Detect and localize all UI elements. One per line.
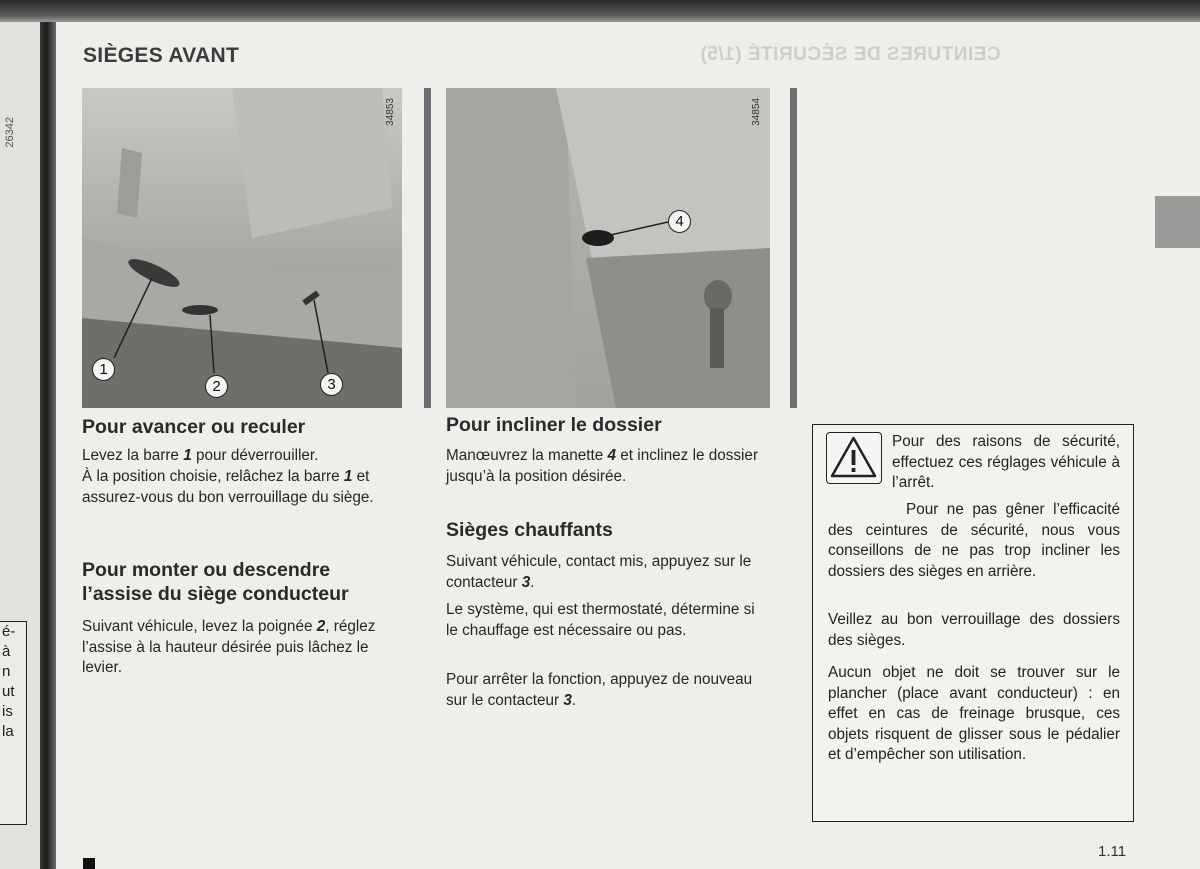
callout-1: 1 <box>92 358 115 381</box>
section-title-height: Pour monter ou descendre l’assise du siège conducteur <box>82 559 349 605</box>
callout-4: 4 <box>668 210 691 233</box>
fragment-line: ut <box>2 683 15 700</box>
paragraph: Levez la barre 1 pour déverrouiller. <box>82 447 319 464</box>
left-page-number: 26342 <box>4 117 16 148</box>
print-mark <box>83 858 95 869</box>
seat-photo-illustration <box>82 88 402 408</box>
paragraph: Suivant véhicule, levez la poignée 2, réglez l’assise à la hauteur désirée puis lâchez le levier. <box>82 618 376 676</box>
fragment-line: é- <box>2 623 16 640</box>
show-through-title: CEINTURES DE SÉCURITÉ (1/5) <box>700 44 1001 65</box>
backrest-photo-illustration <box>446 88 770 408</box>
fragment-line: n <box>2 663 11 680</box>
photo-code: 34853 <box>385 98 396 126</box>
photo-code: 34854 <box>751 98 762 126</box>
page-number: 1.11 <box>1098 843 1127 860</box>
section-title-heated-seats: Sièges chauffants <box>446 519 613 541</box>
callout-3: 3 <box>320 373 343 396</box>
warning-paragraph: Aucun objet ne doit se trouver sur le plancher (place avant conducteur) : en effet en cas de freinage brusque, ces objets risquent de glisser sous le pédalier et d’empêcher son utilisation. <box>828 664 1120 763</box>
warning-paragraph: Pour ne pas gêner l’efficacité des ceintures de sécurité, nous vous conseillons de ne pas trop incliner les dossiers des sièges en arrière. <box>828 501 1120 580</box>
section-title-recline: Pour incliner le dossier <box>446 414 662 436</box>
column-divider <box>790 88 797 408</box>
warning-triangle-icon <box>826 432 882 484</box>
warning-paragraph: Pour des raisons de sécurité, effectuez ces réglages véhicule à l’arrêt. <box>892 433 1120 491</box>
fragment-line: is <box>2 703 13 720</box>
page-title: SIÈGES AVANT <box>83 44 240 67</box>
callout-2: 2 <box>205 375 228 398</box>
paragraph: Pour arrêter la fonction, appuyez de nouveau sur le contacteur 3. <box>446 671 753 709</box>
backrest-photo <box>446 88 770 408</box>
fragment-line: à <box>2 643 11 660</box>
scan-top-edge <box>0 0 1200 22</box>
seat-adjust-photo <box>82 88 402 408</box>
book-gutter <box>40 22 56 869</box>
paragraph: Manœuvrez la manette 4 et inclinez le dossier jusqu’à la position désirée. <box>446 447 759 485</box>
paragraph: Suivant véhicule, contact mis, appuyez sur le contacteur 3. <box>446 553 752 591</box>
column-divider <box>424 88 431 408</box>
paragraph: À la position choisie, relâchez la barre 1 et assurez-vous du bon verrouillage du siège. <box>82 468 374 506</box>
fragment-line: la <box>2 723 14 740</box>
warning-paragraph: Veillez au bon verrouillage des dossiers des sièges. <box>828 611 1120 649</box>
section-title-move: Pour avancer ou reculer <box>82 416 306 438</box>
section-thumb-tab <box>1155 196 1200 248</box>
paragraph: Le système, qui est thermostaté, détermine si le chauffage est nécessaire ou pas. <box>446 601 755 639</box>
left-page-warning-box-fragment <box>0 621 27 825</box>
